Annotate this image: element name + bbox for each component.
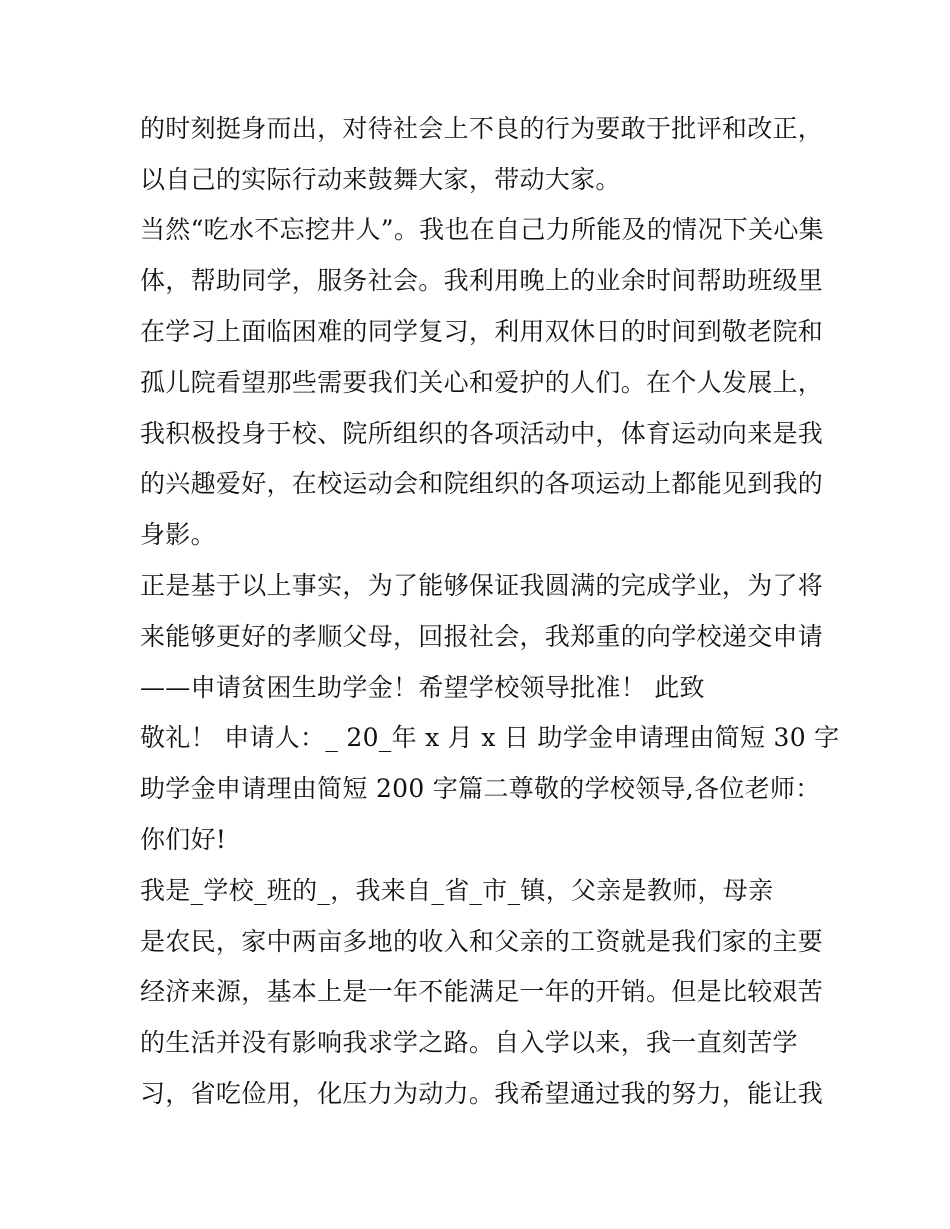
- text-line: 的兴趣爱好，在校运动会和院组织的各项运动上都能见到我的: [140, 469, 824, 498]
- text-line: 来能够更好的孝顺父母，回报社会，我郑重的向学校递交申请: [140, 622, 824, 651]
- text-line: 习，省吃俭用，化压力为动力。我希望通过我的努力，能让我: [140, 1079, 824, 1108]
- text-line: 体，帮助同学，服务社会。我利用晚上的业余时间帮助班级里: [140, 266, 824, 295]
- text-line: 正是基于以上事实，为了能够保证我圆满的完成学业，为了将: [140, 571, 824, 600]
- text-line: 在学习上面临困难的同学复习，利用双休日的时间到敬老院和: [140, 317, 824, 346]
- text-line: 敬礼！ 申请人：_ 20_年 x 月 x 日 助学金申请理由简短 30 字: [140, 723, 840, 752]
- text-line: 身影。: [140, 520, 216, 549]
- text-line: 的生活并没有影响我求学之路。自入学以来，我一直刻苦学: [140, 1028, 798, 1057]
- text-line: 是农民，家中两亩多地的收入和父亲的工资就是我们家的主要: [140, 927, 824, 956]
- text-line: 经济来源，基本上是一年不能满足一年的开销。但是比较艰苦: [140, 977, 824, 1006]
- text-line: 孤儿院看望那些需要我们关心和爱护的人们。在个人发展上，: [140, 368, 824, 397]
- text-line: 以自己的实际行动来鼓舞大家，带动大家。: [140, 165, 621, 194]
- text-line: 我是_学校_班的_，我来自_省_市_镇，父亲是教师，母亲: [140, 876, 774, 905]
- text-line: ——申请贫困生助学金！希望学校领导批准！ 此致: [140, 673, 705, 702]
- text-line: 当然“吃水不忘挖井人”。我也在自己力所能及的情况下关心集: [140, 215, 824, 244]
- text-line: 的时刻挺身而出，对待社会上不良的行为要敢于批评和改正，: [140, 114, 824, 143]
- text-line: 我积极投身于校、院所组织的各项活动中，体育运动向来是我: [140, 419, 824, 448]
- text-line: 你们好!: [140, 825, 227, 854]
- text-line: 助学金申请理由简短 200 字篇二尊敬的学校领导,各位老师：: [140, 774, 821, 803]
